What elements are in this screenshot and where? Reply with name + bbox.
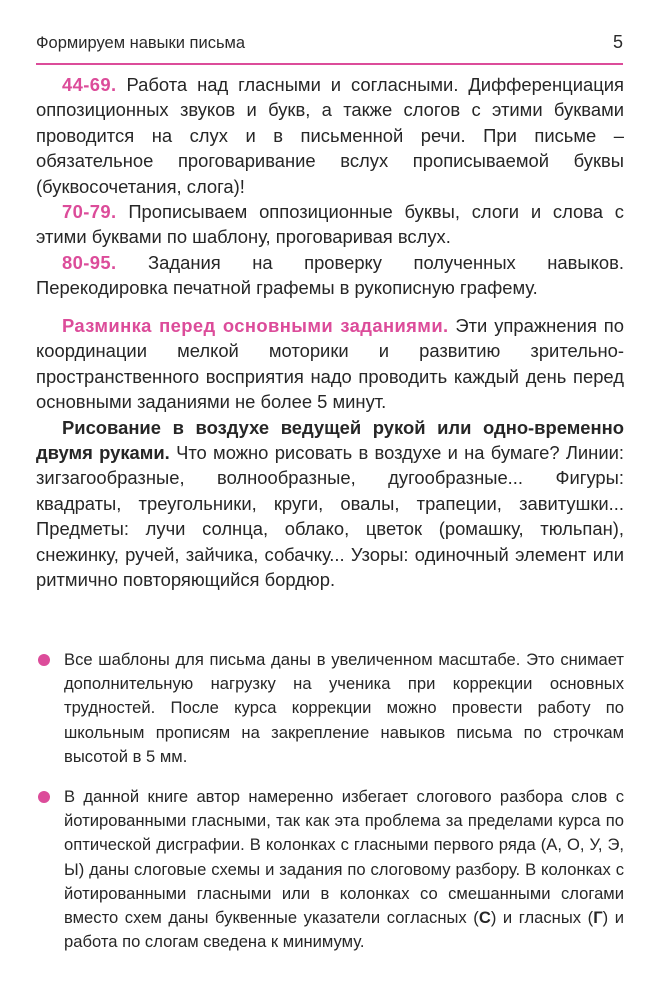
page-number: 5 [612,32,623,52]
bullet-icon [38,791,50,803]
section-text: Работа над гласными и согласными. Дифференциация оппозиционных звуков и букв, а также слогов с этими буквами проводится на слух и в письменной речи. При письме – обязательное проговаривание вслух прописываемой буквы (буквосочетания, слога)! [36,74,624,197]
notes-list [36,648,624,970]
task-ranges [36,72,624,301]
range-label: 80-95. [62,251,117,273]
drawing-title: Рисование в воздухе ведущей рукой или одно-временно двумя руками. [36,416,624,464]
section-44-69 [36,72,624,199]
note-text-part: ) и гласных ( [490,908,594,928]
running-title: Формируем навыки письма [36,34,246,52]
warmup-title: Разминка перед основными заданиями. [62,315,449,336]
note-item [36,648,624,769]
drawing-text: Что можно рисовать в воздухе и на бумаге? Линии: зигзагообразные, волнообразные, дугообразные... Фигуры: квадраты, треугольники, круги, овалы, трапеции, завитушки... Предметы: лучи солнца, облако, цветок (ромашку, тюльпан), снежинку, ручей, зайчика, собачку... Узоры: одиночный элемент или ритмично повторяющийся бордюр. [36,442,624,591]
warmup-paragraph [36,313,624,415]
warmup-text: Эти упражнения по координации мелкой моторики и развитию зрительно-пространственного восприятия надо проводить каждый день перед основными заданиями не более 5 минут. [36,315,624,413]
vowel-marker: Г [593,908,603,928]
section-text: Задания на проверку полученных навыков. Перекодировка печатной графемы в рукописную графему. [36,251,624,299]
page-header [36,34,623,60]
header-divider [36,63,623,65]
consonant-marker: С [478,908,491,928]
range-label: 44-69. [62,74,117,95]
note-text: Все шаблоны для письма даны в увеличенном масштабе. Это снимает дополнительную нагрузку на ученика при коррекции основных трудностей. После курса коррекции можно провести работу по школьным прописям на закрепление навыков письма по строчкам высотой в 5 мм. [64,650,624,766]
note-text-part: В данной книге автор намеренно избегает слогового разбора слов с йотированными гласными, так как эта проблема за пределами курса по оптической дисграфии. В колонках с гласными первого ряда (А, О, У, Э, Ы) даны слоговые схемы и задания по слоговому разбору. В колонках с йотированными гласными или в колонках со смешанными слогами вместо схем даны буквенные указатели согласных ( [64,787,624,928]
bullet-icon [38,654,50,666]
section-80-95 [36,250,624,301]
exercise-description [36,313,624,592]
drawing-paragraph [36,415,624,593]
section-text: Прописываем оппозиционные буквы, слоги и слова с этими буквами по шаблону, проговаривая вслух. [36,201,624,248]
note-item [36,785,624,954]
note-text-part: ) и работа по слогам сведена к минимуму. [64,908,624,952]
section-70-79 [36,199,624,250]
range-label: 70-79. [62,201,117,223]
